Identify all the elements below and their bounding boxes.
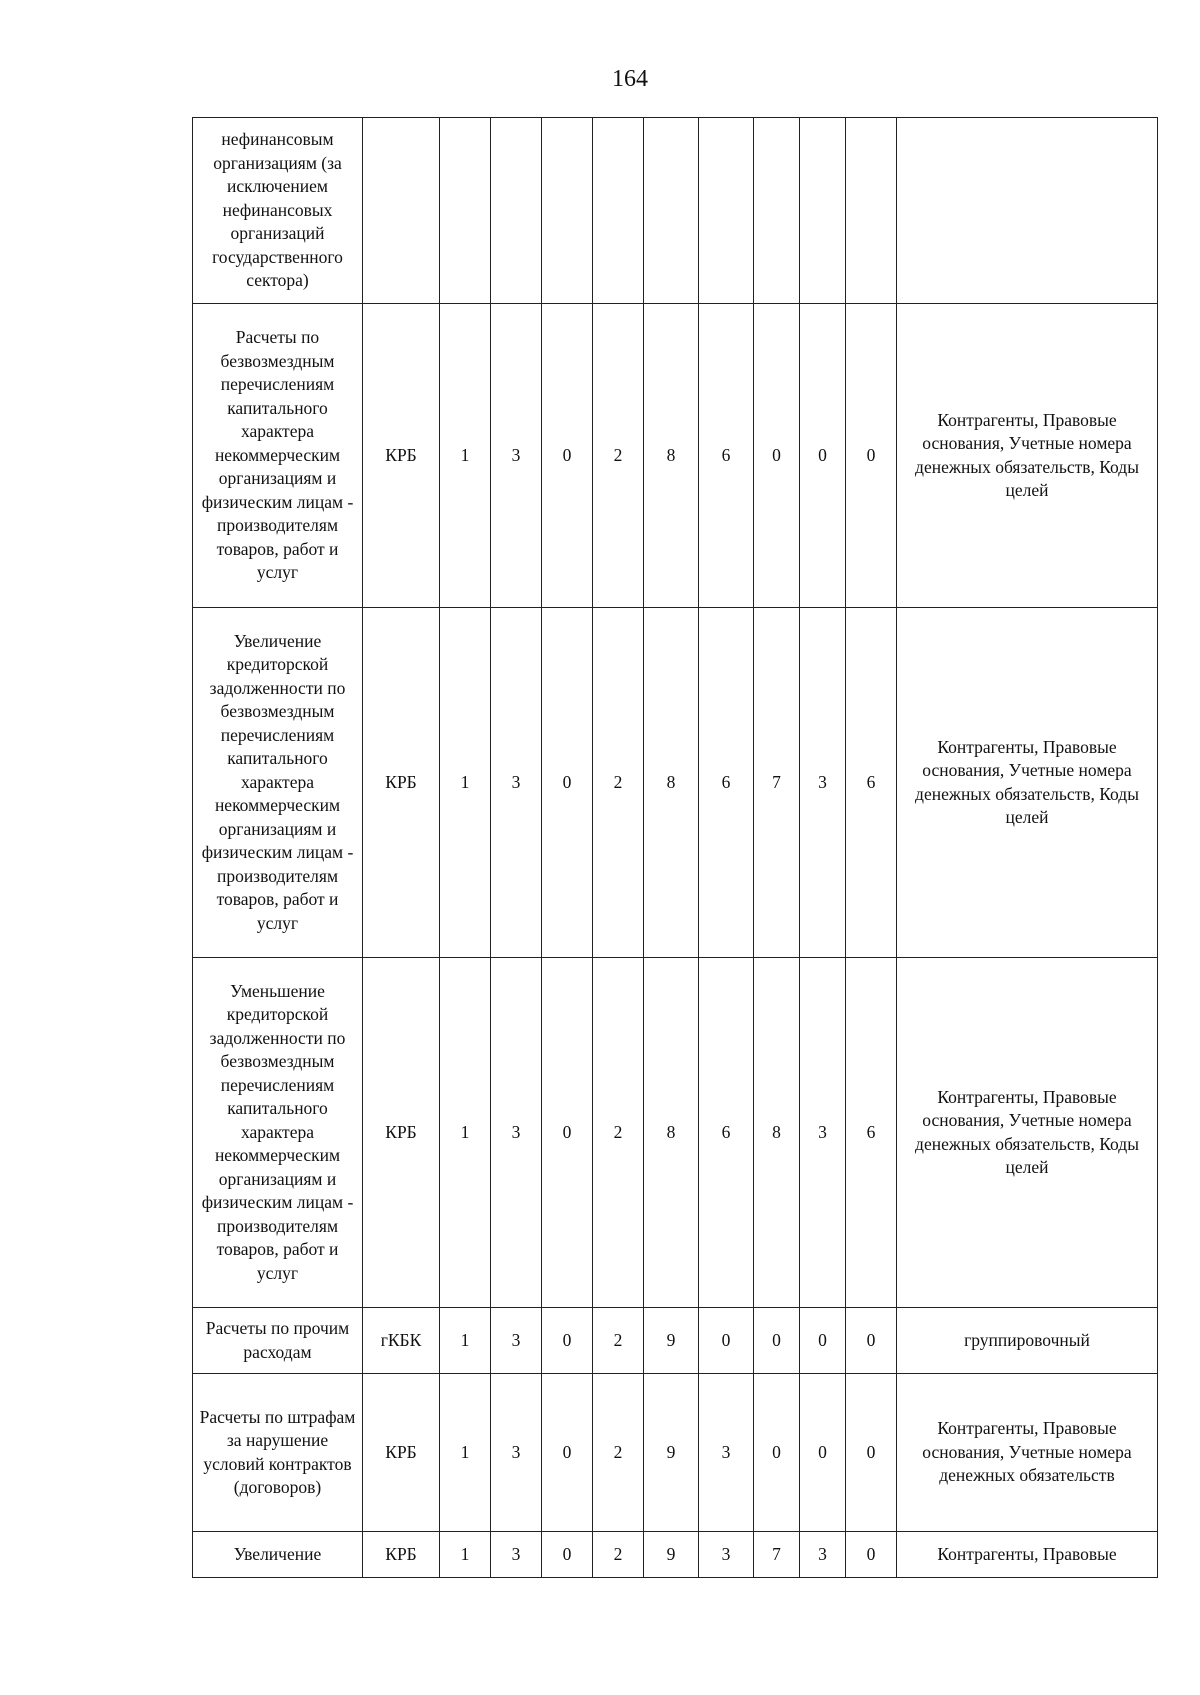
account-code-digit-cell: 0: [542, 1374, 593, 1532]
account-code-digit-cell: 0: [800, 1308, 846, 1374]
account-code-digit-cell: 8: [644, 304, 699, 608]
account-name-cell: нефинансовым организациям (за исключением нефинансовых организаций государственного сектора): [193, 118, 363, 304]
table-row: [193, 1374, 1158, 1532]
account-code-digit-cell: 2: [593, 304, 644, 608]
account-code-digit-cell: [800, 118, 846, 304]
account-code-digit-cell: 1: [440, 1374, 491, 1532]
account-code-digit-cell: [593, 118, 644, 304]
account-code-digit-cell: 2: [593, 1308, 644, 1374]
account-code-digit-cell: 0: [846, 304, 897, 608]
table-row: [193, 1532, 1158, 1578]
account-code-digit-cell: 0: [800, 304, 846, 608]
account-name-cell: Увеличение: [193, 1532, 363, 1578]
account-code-digit-cell: 3: [491, 1374, 542, 1532]
account-code-digit-cell: 7: [754, 1532, 800, 1578]
account-code-digit-cell: 3: [491, 1532, 542, 1578]
account-code-digit-cell: 3: [699, 1374, 754, 1532]
analytics-cell: Контрагенты, Правовые основания, Учетные номера денежных обязательств, Коды целей: [897, 608, 1158, 958]
account-code-digit-cell: 0: [754, 304, 800, 608]
account-code-digit-cell: 1: [440, 958, 491, 1308]
account-type-cell: КРБ: [363, 1374, 440, 1532]
account-code-digit-cell: 0: [542, 1308, 593, 1374]
account-code-digit-cell: 9: [644, 1374, 699, 1532]
account-code-digit-cell: 3: [800, 1532, 846, 1578]
account-type-cell: [363, 118, 440, 304]
account-code-digit-cell: 3: [491, 1308, 542, 1374]
account-code-digit-cell: 6: [699, 608, 754, 958]
account-type-cell: КРБ: [363, 304, 440, 608]
analytics-cell: Контрагенты, Правовые основания, Учетные номера денежных обязательств, Коды целей: [897, 958, 1158, 1308]
account-code-digit-cell: 3: [491, 608, 542, 958]
account-code-digit-cell: 6: [699, 304, 754, 608]
account-code-digit-cell: 1: [440, 608, 491, 958]
account-code-digit-cell: [440, 118, 491, 304]
account-code-digit-cell: 0: [754, 1374, 800, 1532]
analytics-cell: Контрагенты, Правовые: [897, 1532, 1158, 1578]
account-code-digit-cell: 8: [644, 608, 699, 958]
account-code-digit-cell: 6: [846, 608, 897, 958]
analytics-cell: Контрагенты, Правовые основания, Учетные номера денежных обязательств: [897, 1374, 1158, 1532]
account-code-digit-cell: [699, 118, 754, 304]
analytics-cell: группировочный: [897, 1308, 1158, 1374]
account-code-digit-cell: 6: [699, 958, 754, 1308]
analytics-cell: Контрагенты, Правовые основания, Учетные номера денежных обязательств, Коды целей: [897, 304, 1158, 608]
account-code-digit-cell: 1: [440, 1532, 491, 1578]
account-type-cell: КРБ: [363, 608, 440, 958]
account-type-cell: гКБК: [363, 1308, 440, 1374]
account-code-digit-cell: 0: [542, 608, 593, 958]
accounts-table: [192, 117, 1158, 1578]
account-code-digit-cell: 6: [846, 958, 897, 1308]
account-code-digit-cell: 8: [754, 958, 800, 1308]
account-name-cell: Расчеты по прочим расходам: [193, 1308, 363, 1374]
account-code-digit-cell: 3: [800, 608, 846, 958]
account-code-digit-cell: [542, 118, 593, 304]
account-code-digit-cell: 2: [593, 608, 644, 958]
account-code-digit-cell: 0: [800, 1374, 846, 1532]
table-row: [193, 608, 1158, 958]
account-code-digit-cell: 7: [754, 608, 800, 958]
account-code-digit-cell: 0: [846, 1308, 897, 1374]
account-type-cell: КРБ: [363, 1532, 440, 1578]
account-code-digit-cell: 3: [699, 1532, 754, 1578]
account-code-digit-cell: [846, 118, 897, 304]
account-name-cell: Расчеты по штрафам за нарушение условий контрактов (договоров): [193, 1374, 363, 1532]
account-code-digit-cell: [754, 118, 800, 304]
account-code-digit-cell: 2: [593, 1374, 644, 1532]
account-code-digit-cell: 3: [800, 958, 846, 1308]
account-code-digit-cell: 0: [542, 1532, 593, 1578]
table-row: [193, 1308, 1158, 1374]
account-name-cell: Расчеты по безвозмездным перечислениям капитального характера некоммерческим организациям и физическим лицам - производителям товаров, работ и услуг: [193, 304, 363, 608]
account-code-digit-cell: 0: [846, 1374, 897, 1532]
account-code-digit-cell: 8: [644, 958, 699, 1308]
account-code-digit-cell: 2: [593, 1532, 644, 1578]
analytics-cell: [897, 118, 1158, 304]
account-name-cell: Уменьшение кредиторской задолженности по безвозмездным перечислениям капитального характера некоммерческим организациям и физическим лицам - производителям товаров, работ и услуг: [193, 958, 363, 1308]
account-code-digit-cell: 1: [440, 304, 491, 608]
page-number: 164: [612, 66, 648, 92]
account-type-cell: КРБ: [363, 958, 440, 1308]
account-code-digit-cell: 2: [593, 958, 644, 1308]
account-code-digit-cell: 9: [644, 1308, 699, 1374]
account-code-digit-cell: 9: [644, 1532, 699, 1578]
account-code-digit-cell: 3: [491, 958, 542, 1308]
account-code-digit-cell: 1: [440, 1308, 491, 1374]
account-code-digit-cell: 0: [699, 1308, 754, 1374]
account-code-digit-cell: [491, 118, 542, 304]
account-code-digit-cell: 0: [542, 304, 593, 608]
table-row: [193, 958, 1158, 1308]
account-code-digit-cell: 0: [846, 1532, 897, 1578]
account-code-digit-cell: 0: [542, 958, 593, 1308]
table-row: [193, 118, 1158, 304]
account-code-digit-cell: [644, 118, 699, 304]
account-name-cell: Увеличение кредиторской задолженности по безвозмездным перечислениям капитального характера некоммерческим организациям и физическим лицам - производителям товаров, работ и услуг: [193, 608, 363, 958]
account-code-digit-cell: 0: [754, 1308, 800, 1374]
account-code-digit-cell: 3: [491, 304, 542, 608]
table-row: [193, 304, 1158, 608]
